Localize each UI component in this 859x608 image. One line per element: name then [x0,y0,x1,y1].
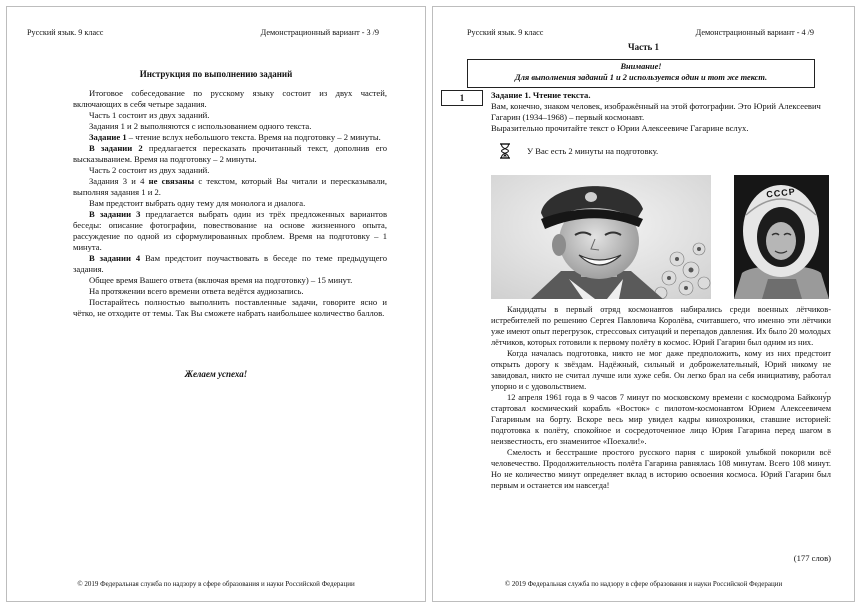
task-instruction: Выразительно прочитайте текст о Юрии Алексеевиче Гагарине вслух. [491,123,749,133]
task4-paragraph [73,253,387,275]
tasks-34-paragraph [73,176,387,198]
task2-label: В задании 2 [89,143,143,153]
intro-paragraph: Итоговое собеседование по русскому языку состоит из двух частей, включающих в себя четыре задания. [73,88,387,109]
header-page-number: Демонстрационный вариант - 3 /9 [260,28,379,37]
task1-text: – чтение вслух небольшого текста. Время на подготовку – 2 минуты. [126,132,381,142]
reading-paragraph: Кандидаты в первый отряд космонавтов набирались среди военных лётчиков-истребителей по решению Сергея Павловича Королёва, считавшего, что именно эти лётчики уже имеют опыт перегрузок, стрессовых ситуаций и перепадов давления. Их было 20 молодых лётчиков, которых готовили к первому полёту в космос. Юрий Гагарин был одним из них. [491,305,831,347]
task3-paragraph [73,209,387,253]
footer-copyright: © 2019 Федеральная служба по надзору в сфере образования и науки Российской Федерации [77,580,355,588]
hourglass-icon [499,143,511,159]
total-time-line: Общее время Вашего ответа (включая время на подготовку) – 15 минут. [89,275,353,285]
tasks-34-text: с текстом, который Вы читали и пересказывали, выполняя задания 1 и 2. [73,176,387,197]
part-title: Часть 1 [627,42,660,52]
reading-paragraph: Когда началась подготовка, никто не мог даже предположить, кому из них предстоит открыть дорогу к звёздам. Надёжный, сильный и доброжелательный, Юрий никому не завидовал, никто не считал лучше или хуже себя. Он легко брал на себя инициативу, работал упорно и с удовольствием. [491,349,831,391]
task1-paragraph [73,132,387,143]
task4-label: В задании 4 [89,253,141,263]
reading-paragraph: 12 апреля 1961 года в 9 часов 7 минут по московскому времени с космодрома Байкону́р стартовал космический корабль «Восток» с пилотом-космонавтом Юрием Алексеевичем Гагариным на борту. Вскоре весь мир увидел кадры кинохроники, ставшие историей: подготовка к полёту, спокойное и сосредоточенное лицо Юрия Гагарина перед шагом в неизвестность, его знаменитое «Поехали!». [491,393,831,446]
gagarin-smile-photo [491,175,711,299]
task3-text: предлагается выбрать один из трёх предложенных вариантов беседы: описание фотографии, повествование на основе жизненного опыта, рассуждение по одной из сформулированных проблем. Время на подготовку – 1 минута. [73,209,387,252]
word-count: (177 слов) [793,553,831,563]
instructions-body [73,88,387,319]
task4-text: Вам предстоит поучаствовать в беседе по теме предыдущего задания. [73,253,388,274]
advice-paragraph: Постарайтесь полностью выполнить поставленные задачи, говорите ясно и чётко, не отходите от темы. Так Вы сможете набрать наибольшее количество баллов. [73,297,387,318]
gagarin-helmet-photo [734,175,829,299]
page-left [6,6,426,602]
part1-line: Часть 1 состоит из двух заданий. [89,110,210,120]
header-subject: Русский язык. 9 класс [27,28,104,37]
part2-line: Часть 2 состоит из двух заданий. [89,165,210,175]
page-title: Инструкция по выполнению заданий [139,69,293,79]
task-intro: Вам, конечно, знаком человек, изображённый на этой фотографии. Это Юрий Алексеевич Гагарин (1934–1968) – первый космонавт. [491,101,821,122]
attention-box [467,59,815,88]
header-page-number: Демонстрационный вариант - 4 /9 [695,28,814,37]
prep-time-text: У Вас есть 2 минуты на подготовку. [527,146,659,156]
tasks-34-emphasis: не связаны [148,176,195,186]
task2-text: предлагается пересказать прочитанный текст, дополнив его высказыванием. Время на подготовку – 2 минуты. [73,143,387,164]
task3-label: В задании 3 [89,209,141,219]
tasks-34-prefix: Задания 3 и 4 [89,176,149,186]
task-title: Задание 1. Чтение текста. [491,90,591,100]
reading-paragraph: Смелость и бесстрашие простого русского парня с широкой улыбкой покорили всё человечество. Продолжительность полёта Гагарина равнялась 108 минутам. Всего 108 минут. Но не количество минут определяет вклад в историю освоения космоса. Юрий Гагарин был первым и останется им навсегда! [491,448,831,490]
helmet-lettering: СССР [765,186,797,200]
task-number-box: 1 [441,90,483,106]
tasks-12-line: Задания 1 и 2 выполняются с использованием одного текста. [89,121,312,131]
choose-line: Вам предстоит выбрать одну тему для монолога и диалога. [89,198,306,208]
audio-line: На протяжении всего времени ответа ведётся аудиозапись. [89,286,304,296]
good-luck-wish: Желаем успеха! [184,369,248,379]
page-right [432,6,855,602]
task1-label: Задание 1 [89,132,127,142]
task2-paragraph [73,143,387,165]
reading-text [491,304,831,491]
footer-copyright: © 2019 Федеральная служба по надзору в сфере образования и науки Российской Федерации [504,580,783,588]
attention-title: Внимание! [620,62,662,71]
header-subject: Русский язык. 9 класс [467,28,544,37]
task-header [491,90,823,134]
attention-text: Для выполнения заданий 1 и 2 используется один и тот же текст. [514,73,768,82]
